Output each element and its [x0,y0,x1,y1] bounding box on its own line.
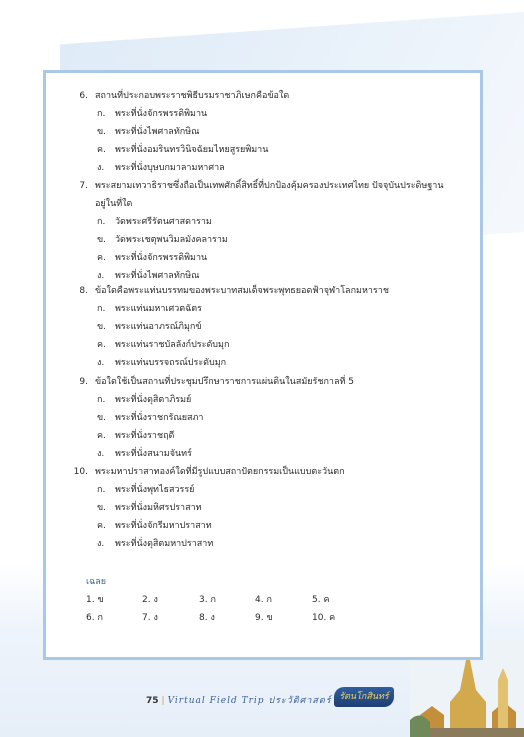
option-text: พระที่นั่งดุสิตาภิรมย์ [115,395,192,405]
option-label: ข. [97,322,107,332]
page-number: 75 [146,696,159,706]
option-label: ค. [97,145,106,155]
option-label: ง. [97,539,105,549]
page-footer [146,693,332,707]
answer-item: 5. ค [312,595,330,605]
option-text: พระแท่นอาภรณ์ภิมุกข์ [115,322,202,332]
rattanakosin-logo: รัตนโกสินทร์ [334,687,394,707]
option-text: พระแท่นราชบัลลังก์ประดับมุก [115,340,230,350]
answer-item: 8. ง [199,613,215,623]
question-text: สถานที่ประกอบพระราชพิธีบรมราชาภิเษกคือข้อใด [95,91,290,101]
option-text: พระที่นั่งบุษบกมาลามหาศาล [115,163,225,173]
answer-item: 6. ก [86,613,103,623]
question-number: 8. [79,286,88,296]
option-text: พระที่นั่งราชฤดี [115,431,175,441]
option-text: พระที่นั่งราชกรัณยสภา [115,413,204,423]
question-text: ข้อใดใช้เป็นสถานที่ประชุมปรึกษาราชการแผ่นดินในสมัยรัชกาลที่ 5 [95,377,355,387]
option-text: วัดพระเชตุพนวิมลมังคลาราม [115,235,228,245]
content-panel [43,70,483,660]
option-text: พระที่นั่งไพศาลทักษิณ [115,271,200,281]
option-text: พระแท่นมหาเศวตฉัตร [115,304,202,314]
answer-item: 3. ก [199,595,216,605]
option-label: ง. [97,358,105,368]
option-label: ง. [97,271,105,281]
option-text: วัดพระศรีรัตนศาสดาราม [115,217,212,227]
answer-item: 2. ง [142,595,158,605]
option-label: ค. [97,521,106,531]
footer-separator: | [161,696,165,706]
question-text: พระมหาปราสาทองค์ใดที่มีรูปแบบสถาปัตยกรรมเป็นแบบตะวันตก [95,467,345,477]
option-label: ง. [97,163,105,173]
option-label: ก. [97,395,106,405]
question-number: 10. [73,467,88,477]
answer-item: 9. ข [255,613,273,623]
option-text: พระที่นั่งพุทไธสวรรย์ [115,485,195,495]
option-label: ก. [97,109,106,119]
option-label: ค. [97,253,106,263]
question-text-continued: อยู่ในที่ใด [95,199,133,209]
option-text: พระที่นั่งดุสิตมหาปราสาท [115,539,214,549]
answer-item: 1. ข [86,595,104,605]
option-text: พระที่นั่งอมรินทรวินิจฉัยมไหยสูรยพิมาน [115,145,269,155]
option-label: ค. [97,340,106,350]
question-number: 9. [79,377,88,387]
option-text: พระที่นั่งสนามจันทร์ [115,449,192,459]
option-label: ง. [97,449,105,459]
option-text: พระแท่นบรรจถรณ์ประดับมุก [115,358,227,368]
answer-key-title: เฉลย [86,577,106,587]
option-label: ก. [97,217,106,227]
option-label: ค. [97,431,106,441]
option-text: พระที่นั่งมหิศรปราสาท [115,503,202,513]
option-text: พระที่นั่งจักรพรรดิพิมาน [115,109,208,119]
question-number: 6. [79,91,88,101]
option-label: ข. [97,503,107,513]
series-title: Virtual Field Trip ประวัติศาสตร์ [167,696,332,706]
answer-item: 7. ง [142,613,158,623]
answer-item: 4. ก [255,595,272,605]
option-label: ข. [97,413,107,423]
option-label: ข. [97,127,107,137]
option-label: ก. [97,304,106,314]
answer-item: 10. ค [312,613,336,623]
option-text: พระที่นั่งจักรพรรดิพิมาน [115,253,208,263]
question-text: ข้อใดคือพระแท่นบรรทมของพระบาทสมเด็จพระพุทธยอดฟ้าจุฬาโลกมหาราช [95,286,389,296]
option-label: ข. [97,235,107,245]
question-number: 7. [79,181,88,191]
question-text: พระสยามเทวาธิราชซึ่งถือเป็นเทพศักดิ์สิทธิ์ที่ปกป้องคุ้มครองประเทศไทย ปัจจุบันประดิษฐาน [95,181,444,191]
option-text: พระที่นั่งไพศาลทักษิณ [115,127,200,137]
option-label: ก. [97,485,106,495]
option-text: พระที่นั่งจักรีมหาปราสาท [115,521,212,531]
